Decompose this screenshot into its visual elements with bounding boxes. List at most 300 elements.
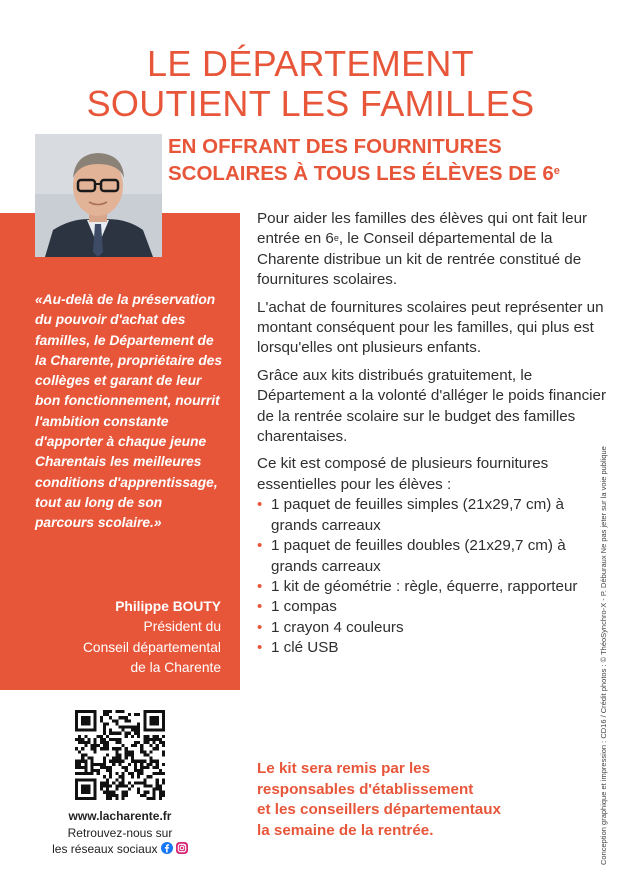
qr-module [91, 757, 94, 760]
qr-module [106, 713, 109, 716]
page-title [0, 44, 621, 124]
qr-module [94, 778, 97, 781]
qr-module [143, 722, 146, 725]
qr-module [103, 722, 106, 725]
qr-module [153, 766, 156, 769]
qr-module [81, 738, 84, 741]
qr-module [100, 747, 103, 750]
qr-module [78, 738, 81, 741]
qr-module [100, 766, 103, 769]
qr-module [131, 735, 134, 738]
qr-module [112, 747, 115, 750]
qr-module [81, 747, 84, 750]
qr-module [156, 788, 159, 791]
qr-module [75, 738, 78, 741]
qr-module [137, 791, 140, 794]
qr-module [91, 766, 94, 769]
qr-module [81, 757, 84, 760]
qr-module [84, 744, 87, 747]
qr-module [97, 744, 100, 747]
qr-module [125, 726, 128, 729]
qr-module [146, 710, 149, 713]
qr-module [118, 760, 121, 763]
qr-module [137, 713, 140, 716]
qr-module [149, 797, 152, 800]
qr-module [115, 788, 118, 791]
qr-module [140, 747, 143, 750]
qr-module [156, 778, 159, 781]
qr-module [84, 778, 87, 781]
qr-module [94, 744, 97, 747]
qr-module [118, 775, 121, 778]
qr-module [78, 797, 81, 800]
qr-module [84, 769, 87, 772]
qr-module [131, 750, 134, 753]
qr-module [91, 763, 94, 766]
qr-module [122, 791, 125, 794]
qr-module [143, 781, 146, 784]
footer-line-3-text: les réseaux sociaux [52, 842, 158, 856]
qr-module [122, 744, 125, 747]
qr-module [137, 775, 140, 778]
qr-module [84, 788, 87, 791]
qr-module [140, 772, 143, 775]
qr-module [84, 766, 87, 769]
qr-module [87, 772, 90, 775]
qr-module [131, 726, 134, 729]
qr-module [156, 747, 159, 750]
website-link[interactable]: www.lacharente.fr [68, 809, 172, 823]
qr-module [146, 766, 149, 769]
qr-module [162, 772, 165, 775]
qr-module [131, 729, 134, 732]
qr-module [78, 763, 81, 766]
qr-module [159, 741, 162, 744]
qr-module [143, 794, 146, 797]
qr-module [118, 732, 121, 735]
qr-module [149, 775, 152, 778]
qr-module [156, 772, 159, 775]
qr-module [84, 791, 87, 794]
qr-module [153, 729, 156, 732]
qr-module [103, 747, 106, 750]
qr-module [106, 766, 109, 769]
qr-module [115, 760, 118, 763]
qr-module [149, 763, 152, 766]
qr-module [109, 760, 112, 763]
qr-module [162, 753, 165, 756]
qr-module [87, 757, 90, 760]
qr-module [128, 719, 131, 722]
paragraph-1-sup: e [333, 233, 339, 244]
qr-module [87, 797, 90, 800]
qr-module [75, 763, 78, 766]
qr-module [100, 735, 103, 738]
qr-module [106, 735, 109, 738]
qr-module [159, 794, 162, 797]
qr-module [109, 766, 112, 769]
qr-module [134, 766, 137, 769]
qr-module [78, 750, 81, 753]
qr-module [137, 732, 140, 735]
qr-module [106, 781, 109, 784]
qr-module [159, 788, 162, 791]
qr-module [112, 781, 115, 784]
qr-module [149, 716, 152, 719]
qr-module [75, 719, 78, 722]
qr-module [125, 747, 128, 750]
qr-module [159, 738, 162, 741]
qr-module [153, 760, 156, 763]
subtitle-superscript: e [553, 165, 560, 177]
qr-module [146, 791, 149, 794]
subtitle-line-2-text: SCOLAIRES À TOUS LES ÉLÈVES DE 6 [168, 162, 554, 185]
qr-module [81, 719, 84, 722]
qr-module [128, 732, 131, 735]
qr-module [106, 741, 109, 744]
qr-module [87, 741, 90, 744]
qr-module [91, 769, 94, 772]
qr-module [94, 781, 97, 784]
qr-module [137, 726, 140, 729]
qr-module [115, 794, 118, 797]
qr-module [125, 719, 128, 722]
qr-module [162, 722, 165, 725]
qr-module [115, 772, 118, 775]
qr-module [146, 741, 149, 744]
facebook-icon[interactable] [161, 842, 173, 854]
qr-module [87, 788, 90, 791]
paragraph-3: Grâce aux kits distribués gratuitement, le Département a la volonté d'alléger le poids financier de la rentrée scolaire sur le budget des familles charentaises. [257, 366, 607, 446]
qr-module [156, 781, 159, 784]
qr-module [143, 713, 146, 716]
qr-module [75, 784, 78, 787]
qr-module [122, 778, 125, 781]
qr-module [91, 710, 94, 713]
qr-module [87, 784, 90, 787]
qr-module [162, 735, 165, 738]
qr-module [122, 772, 125, 775]
qr-module [143, 738, 146, 741]
qr-module [122, 794, 125, 797]
qr-module [84, 719, 87, 722]
qr-module [84, 716, 87, 719]
qr-module [143, 791, 146, 794]
qr-module [84, 710, 87, 713]
subtitle-line-1: EN OFFRANT DES FOURNITURES [168, 135, 502, 158]
qr-module [78, 760, 81, 763]
qr-module [94, 797, 97, 800]
closing-line-3: et les conseillers départementaux [257, 801, 501, 818]
footer [20, 808, 220, 858]
qr-module [118, 716, 121, 719]
kit-list [257, 495, 609, 658]
qr-module [128, 772, 131, 775]
qr-module [75, 760, 78, 763]
qr-module [75, 788, 78, 791]
qr-module [94, 716, 97, 719]
qr-module [94, 710, 97, 713]
qr-module [115, 719, 118, 722]
qr-module [143, 778, 146, 781]
qr-module [153, 772, 156, 775]
qr-module [125, 753, 128, 756]
qr-module [140, 781, 143, 784]
qr-module [156, 710, 159, 713]
qr-module [115, 732, 118, 735]
qr-module [100, 781, 103, 784]
qr-module [125, 784, 128, 787]
qr-module [149, 719, 152, 722]
qr-module [103, 766, 106, 769]
title-line-1: LE DÉPARTEMENT [147, 43, 474, 84]
qr-module [87, 738, 90, 741]
qr-module [140, 769, 143, 772]
qr-module [94, 788, 97, 791]
qr-module [94, 769, 97, 772]
qr-module [140, 763, 143, 766]
qr-module [78, 766, 81, 769]
qr-module [128, 781, 131, 784]
qr-module [149, 722, 152, 725]
qr-module [153, 738, 156, 741]
qr-module [109, 710, 112, 713]
qr-module [131, 772, 134, 775]
qr-module [134, 726, 137, 729]
closing-line-4: la semaine de la rentrée. [257, 821, 434, 839]
qr-module [134, 781, 137, 784]
qr-module [118, 747, 121, 750]
qr-module [100, 716, 103, 719]
qr-module [75, 713, 78, 716]
closing-line-1: Le kit sera remis par les [257, 760, 431, 777]
qr-module [103, 729, 106, 732]
qr-module [106, 744, 109, 747]
qr-module [103, 726, 106, 729]
qr-module [103, 741, 106, 744]
social-icons [161, 842, 188, 859]
qr-module [146, 729, 149, 732]
qr-module [100, 784, 103, 787]
credits-vertical: Conception graphique et impression : CD16 / Crédit photos : © ThéoSynchro-X - P. Déburaux Ne pas jeter sur la voie publique [599, 446, 608, 865]
qr-module [81, 729, 84, 732]
qr-module [134, 713, 137, 716]
list-item: • 1 paquet de feuilles doubles (21x29,7 cm) à grands carreaux [257, 536, 609, 577]
paragraph-1-b: , le Conseil départemental de la Charente distribue un kit de rentrée constitué de fournitures scolaires. [257, 230, 582, 289]
qr-module [122, 766, 125, 769]
qr-module [106, 784, 109, 787]
qr-module [84, 772, 87, 775]
qr-module [112, 732, 115, 735]
qr-module [103, 757, 106, 760]
qr-module [134, 741, 137, 744]
author-name: Philippe BOUTY [115, 599, 221, 614]
qr-module [75, 722, 78, 725]
qr-module [125, 766, 128, 769]
qr-module [131, 775, 134, 778]
qr-module [112, 719, 115, 722]
qr-module [91, 797, 94, 800]
qr-module [146, 797, 149, 800]
qr-module [109, 794, 112, 797]
qr-module [159, 797, 162, 800]
qr-module [103, 732, 106, 735]
qr-module [112, 738, 115, 741]
qr-module [125, 750, 128, 753]
qr-module [100, 788, 103, 791]
qr-module [162, 710, 165, 713]
qr-module [162, 778, 165, 781]
list-item: • 1 clé USB [257, 638, 609, 658]
qr-module [109, 772, 112, 775]
qr-module [103, 744, 106, 747]
qr-module [94, 794, 97, 797]
qr-module [94, 713, 97, 716]
qr-module [137, 772, 140, 775]
qr-module [100, 719, 103, 722]
qr-module [156, 784, 159, 787]
qr-module [159, 710, 162, 713]
qr-module [91, 729, 94, 732]
qr-module [125, 769, 128, 772]
portrait-photo [35, 134, 162, 257]
qr-module [91, 772, 94, 775]
footer-line-2: Retrouvez-nous sur [67, 825, 173, 840]
qr-module [125, 735, 128, 738]
qr-module [91, 744, 94, 747]
qr-module [106, 778, 109, 781]
qr-module [106, 747, 109, 750]
qr-module [112, 794, 115, 797]
qr-module [153, 788, 156, 791]
instagram-icon[interactable] [176, 842, 188, 854]
qr-module [75, 781, 78, 784]
qr-module [140, 766, 143, 769]
qr-module [115, 750, 118, 753]
qr-module [103, 784, 106, 787]
qr-module [137, 729, 140, 732]
qr-module [149, 738, 152, 741]
list-item: • 1 kit de géométrie : règle, équerre, rapporteur [257, 577, 609, 597]
qr-module [118, 741, 121, 744]
qr-module [100, 738, 103, 741]
qr-module [118, 757, 121, 760]
qr-module [106, 791, 109, 794]
qr-module [153, 791, 156, 794]
footer-line-3 [20, 841, 220, 858]
qr-module [162, 726, 165, 729]
qr-module [78, 772, 81, 775]
qr-module [87, 716, 90, 719]
qr-module [115, 797, 118, 800]
qr-module [122, 781, 125, 784]
qr-module [81, 753, 84, 756]
author-role-3: de la Charente [130, 659, 221, 675]
qr-module [149, 729, 152, 732]
qr-module [125, 716, 128, 719]
qr-module [115, 710, 118, 713]
qr-module [134, 760, 137, 763]
paragraph-1 [257, 209, 609, 291]
qr-module [146, 753, 149, 756]
qr-module [84, 729, 87, 732]
qr-module [118, 763, 121, 766]
qr-module [81, 784, 84, 787]
qr-module [146, 738, 149, 741]
qr-module [84, 735, 87, 738]
author-role-1: Président du [143, 619, 221, 635]
qr-module [134, 744, 137, 747]
qr-module [149, 757, 152, 760]
qr-module [131, 757, 134, 760]
qr-module [112, 760, 115, 763]
qr-module [87, 791, 90, 794]
qr-module [125, 757, 128, 760]
quote-text: «Au-delà de la préservation du pouvoir d'achat des familles, le Département de la Charente, propriétaire des collèges et garant de leur bon fonctionnement, nourrit l'ambition constante d'apporter à chaque jeune Charentais les meilleures conditions d'apprentissage, tout au long de son parcours scolaire.» [35, 292, 223, 531]
qr-module [115, 778, 118, 781]
qr-module [146, 763, 149, 766]
qr-module [122, 716, 125, 719]
qr-module [75, 791, 78, 794]
qr-module [128, 713, 131, 716]
qr-module [134, 769, 137, 772]
qr-module [81, 766, 84, 769]
qr-module [84, 753, 87, 756]
qr-module [109, 716, 112, 719]
qr-module [122, 784, 125, 787]
qr-module [81, 772, 84, 775]
qr-module [97, 769, 100, 772]
qr-module [156, 719, 159, 722]
qr-module [128, 753, 131, 756]
qr-module [109, 738, 112, 741]
qr-module [94, 722, 97, 725]
qr-module [112, 757, 115, 760]
paragraph-4: Ce kit est composé de plusieurs fournitures essentielles pour les élèves : [257, 455, 549, 493]
qr-module [162, 781, 165, 784]
qr-module [149, 750, 152, 753]
qr-module [137, 722, 140, 725]
qr-module [156, 738, 159, 741]
qr-module [162, 763, 165, 766]
qr-module [128, 726, 131, 729]
qr-code[interactable] [75, 710, 165, 800]
qr-module [156, 716, 159, 719]
qr-module [103, 738, 106, 741]
qr-module [122, 775, 125, 778]
qr-module [97, 735, 100, 738]
qr-module [75, 778, 78, 781]
qr-module [159, 772, 162, 775]
qr-module [140, 760, 143, 763]
body-text [257, 209, 609, 659]
qr-module [94, 738, 97, 741]
qr-module [131, 744, 134, 747]
qr-module [153, 797, 156, 800]
qr-module [94, 719, 97, 722]
qr-module [131, 784, 134, 787]
qr-module [137, 741, 140, 744]
qr-module [84, 741, 87, 744]
qr-module [75, 772, 78, 775]
qr-module [81, 716, 84, 719]
qr-module [162, 794, 165, 797]
qr-module [78, 729, 81, 732]
qr-module [146, 735, 149, 738]
subtitle-line-2 [168, 160, 608, 187]
qr-module [103, 791, 106, 794]
qr-module [162, 791, 165, 794]
